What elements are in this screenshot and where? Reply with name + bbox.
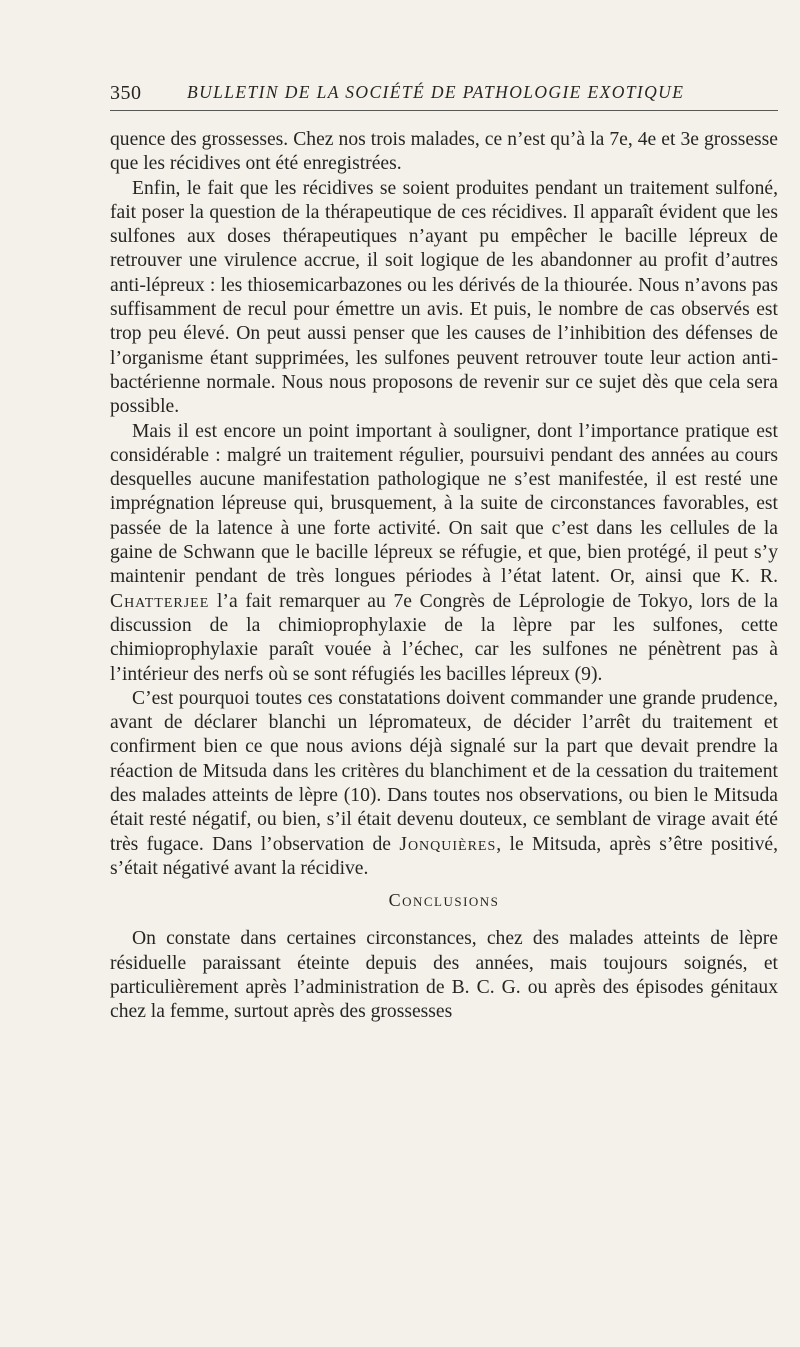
page-number: 350 (110, 82, 142, 104)
paragraph-text: Enfin, le fait que les récidives se soient produites pendant un traitement sulfoné, fait poser la question de la thérapeutique de ces récidives. Il apparaît évident que les sulfones aux doses thérapeutiques n’ayant pu empêcher le bacille lépreux de retrouver une virulence accrue, il soit logique de les abandonner au profit d’autres anti-lépreux : les thiosemicarbazones ou les dérivés de la thiourée. Nous n’avons pas suffisamment de recul pour émettre un avis. Et puis, le nombre de cas observés est trop peu élevé. On peut aussi penser que les causes de l’inhibition des défenses de l’organisme étant supprimées, les sulfones peuvent retrouver toute leur action anti-bactérienne normale. Nous nous proposons de revenir sur ce sujet dès que cela sera possible. (110, 177, 778, 418)
author-name-jonquieres: Jonquières (399, 833, 497, 855)
running-header (110, 80, 778, 111)
paragraph-prudence (110, 687, 778, 881)
paragraph-latency (110, 420, 778, 687)
paragraph-conclusion (110, 927, 778, 1024)
author-name-chatterjee: Chatterjee (110, 590, 210, 612)
paragraph-therapeutics (110, 177, 778, 420)
paragraph-continuation (110, 128, 778, 177)
paragraph-text: quence des grossesses. Chez nos trois malades, ce n’est qu’à la 7e, 4e et 3e grossesse que les récidives ont été enregistrées. (110, 129, 778, 175)
running-title: BULLETIN DE LA SOCIÉTÉ DE PATHOLOGIE EXOTIQUE (187, 82, 685, 102)
paragraph-text: On constate dans certaines circonstances, chez des malades atteints de lèpre résiduelle paraissant éteinte depuis des années, mais toujours soignés, et particulièrement après l’administration de B. C. G. ou après des épisodes génitaux chez la femme, surtout après des grossesses (110, 928, 778, 1023)
paragraph-text-end: l’a fait remarquer au 7e Congrès de Léprologie de Tokyo, lors de la discussion de la chimioprophylaxie de la lèpre par les sulfones, cette chimioprophylaxie paraît vouée à l’échec, car les sulfones ne pénètrent pas à l’intérieur des nerfs où se sont réfugiés les bacilles lépreux (9). (110, 590, 778, 685)
paragraph-text-end: , le Mitsuda, après s’être positivé, s’était négativé avant la récidive. (110, 833, 778, 879)
paragraph-text-start: C’est pourquoi toutes ces constatations doivent commander une grande prudence, avant de déclarer blanchi un lépromateux, de décider l’arrêt du traitement et confirment bien ce que nous avions déjà signalé sur la part que devait prendre la réaction de Mitsuda dans les critères du blanchiment et de la cessation du traitement des malades atteints de lèpre (10). Dans toutes nos observations, ou bien le Mitsuda était resté négatif, ou bien, s’il était devenu douteux, ce semblant de virage avait été très fugace. Dans l’observation de (110, 687, 778, 855)
paragraph-text-start: Mais il est encore un point important à souligner, dont l’importance pratique est considérable : malgré un traitement régulier, poursuivi pendant des années au cours desquelles aucune manifestation pathologique ne s’est manifestée, il est resté une imprégnation lépreuse qui, brusquement, à la suite de circonstances favorables, est passée de la latence à une forte activité. On sait que c’est dans les cellules de la gaine de Schwann que le bacille lépreux se réfugie, et que, bien protégé, il peut s’y maintenir pendant de très longues périodes à l’état latent. Or, ainsi que K. R. (110, 420, 778, 588)
article-body (110, 128, 778, 1024)
section-heading-conclusions: Conclusions (388, 890, 500, 911)
